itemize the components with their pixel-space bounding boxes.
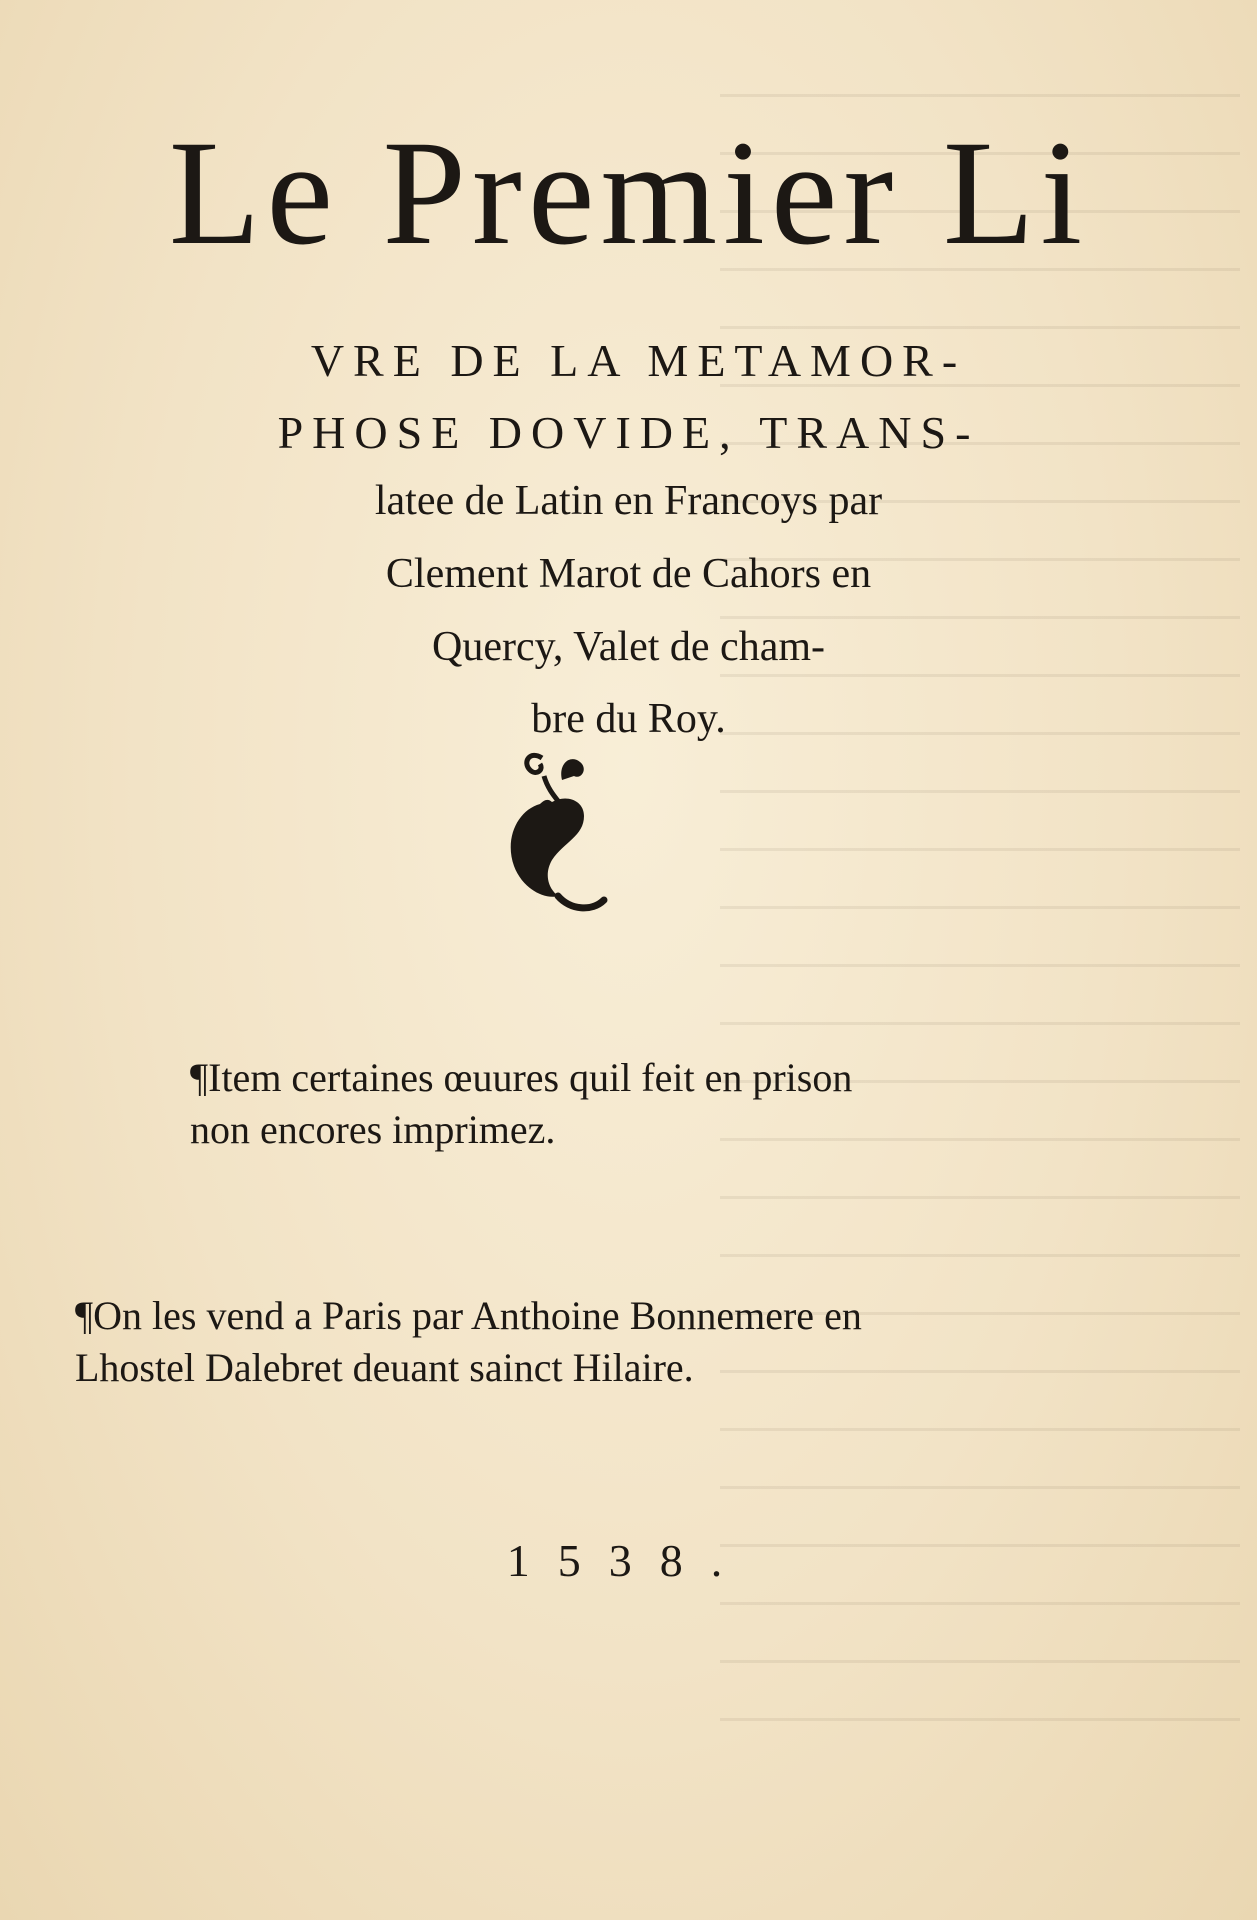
translation-line-4: bre du Roy.	[531, 696, 726, 742]
imprint-line-1: On les vend a Paris par Anthoine Bonnemere en	[93, 1293, 862, 1338]
contents-note-line-1: Item certaines œuures quil feit en prison	[208, 1055, 853, 1100]
show-through-text	[720, 60, 1240, 1760]
book-title: Le Premier Li	[168, 110, 1089, 276]
subtitle-line-1: VRE DE LA METAMOR-	[310, 335, 967, 386]
imprint-line-2: Lhostel Dalebret deuant sainct Hilaire.	[75, 1345, 694, 1390]
pilcrow-icon: ¶	[190, 1055, 209, 1100]
imprint	[75, 1290, 862, 1394]
subtitle-line-2: PHOSE DOVIDE, TRANS-	[277, 407, 980, 458]
fleuron-icon	[500, 740, 610, 920]
translation-line-3: Quercy, Valet de cham-	[432, 624, 825, 670]
translation-line-1: latee de Latin en Francoys par	[374, 478, 883, 524]
translation-line-2: Clement Marot de Cahors en	[385, 551, 872, 597]
pilcrow-icon: ¶	[75, 1293, 94, 1338]
publication-year: 1538.	[506, 1535, 751, 1586]
contents-note-line-2: non encores imprimez.	[190, 1107, 556, 1152]
contents-note	[190, 1052, 852, 1156]
